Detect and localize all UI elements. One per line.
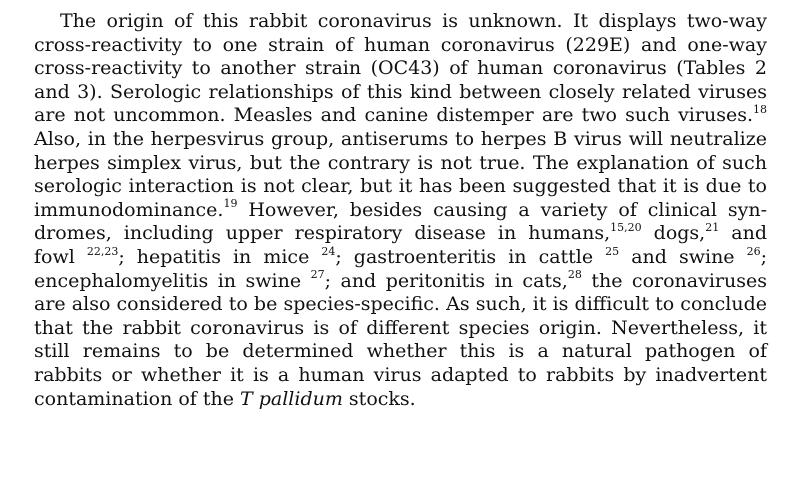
text-run: ; and peritonitis in cats, [324,269,568,292]
text-line [34,364,767,388]
text-run: and 3). Serologic relationships of this kind between closely related viruses [34,80,767,103]
text-run: stocks. [342,387,416,410]
text-line [34,340,767,364]
citation-reference: 28 [567,268,582,282]
text-run: still remains to be determined whether this is a natural pathogen of [34,340,767,363]
text-run: encephalomyelitis in swine [34,269,311,292]
text-line [34,81,767,105]
text-line [34,246,767,270]
text-run: that the rabbit coronavirus is of different species origin. Nevertheless, it [34,316,767,339]
citation-reference: 22,23 [86,244,119,258]
text-line [34,199,767,223]
citation-reference: 15,20 [610,221,642,235]
citation-reference: 27 [310,268,325,282]
citation-reference: 24 [321,244,336,258]
text-line [34,34,767,58]
text-run: The origin of this rabbit coronavirus is unknown. It displays two-way [60,10,767,32]
text-line [34,293,767,317]
text-run: serologic interaction is not clear, but it has been suggested that it is due to [34,175,767,198]
text-line [34,104,767,128]
text-line [34,175,767,199]
text-run: dromes, including upper respiratory disease in humans, [34,222,611,245]
text-run: fowl [34,245,87,268]
text-run: immunodominance. [34,198,224,221]
text-run: and [719,222,768,245]
text-run: are not uncommon. Measles and canine distemper are two such viruses. [34,104,753,127]
citation-reference: 19 [223,197,238,211]
citation-reference: 18 [753,103,767,117]
text-run: cross-reactivity to another strain (OC43) of human coronavirus (Tables 2 [34,57,767,80]
text-run: Also, in the herpesvirus group, antiserums to herpes B virus will neutralize [34,127,767,150]
text-line [34,10,767,34]
text-line [34,222,767,246]
text-run: rabbits or whether it is a human virus adapted to rabbits by inadvertent [34,363,767,386]
text-run: However, besides causing a variety of clinical syn- [237,198,767,221]
text-run: contamination of the [34,387,241,410]
text-run: and swine [619,245,747,268]
citation-reference: 21 [705,221,720,235]
text-run: cross-reactivity to one strain of human coronavirus (229E) and one-way [34,33,767,56]
text-run: ; hepatitis in mice [118,245,322,268]
citation-reference: 26 [746,244,761,258]
text-run: dogs, [641,222,706,245]
text-run: the coronaviruses [581,269,767,292]
body-paragraph [34,10,767,411]
citation-reference: 25 [605,244,620,258]
text-run: herpes simplex virus, but the contrary is not true. The explanation of such [34,151,767,174]
text-line [34,270,767,294]
text-line [34,388,767,412]
italic-text: T pallidum [240,387,343,410]
text-line [34,128,767,152]
text-run: ; [760,245,767,268]
text-line [34,152,767,176]
text-run: are also considered to be species-specific. As such, it is difficult to conclude [34,293,767,316]
text-line [34,57,767,81]
text-line [34,317,767,341]
text-run: ; gastroenteritis in cattle [335,245,606,268]
